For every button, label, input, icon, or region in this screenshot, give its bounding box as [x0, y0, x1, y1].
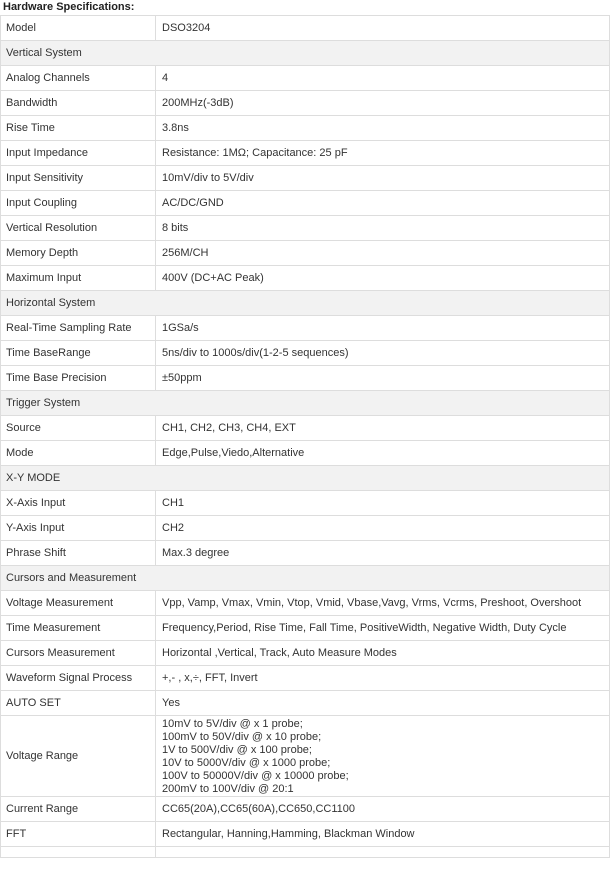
spec-value: Horizontal ,Vertical, Track, Auto Measure Modes	[156, 641, 610, 666]
spec-value: Rectangular, Hanning,Hamming, Blackman Window	[156, 822, 610, 847]
spec-value: CH2	[156, 516, 610, 541]
section-row	[1, 466, 610, 491]
voltage-range-line: 100mV to 50V/div @ x 10 probe;	[162, 731, 322, 743]
table-row	[1, 366, 610, 391]
table-row	[1, 797, 610, 822]
spec-value: 10mV/div to 5V/div	[156, 166, 610, 191]
voltage-range-line: 10mV to 5V/div @ x 1 probe;	[162, 718, 303, 730]
spec-table-body	[1, 16, 610, 858]
spec-label: Model	[1, 16, 156, 41]
table-row	[1, 516, 610, 541]
table-row	[1, 641, 610, 666]
spec-value: 5ns/div to 1000s/div(1-2-5 sequences)	[156, 341, 610, 366]
page-heading: Hardware Specifications:	[3, 1, 135, 13]
spec-value: 400V (DC+AC Peak)	[156, 266, 610, 291]
table-row	[1, 316, 610, 341]
spec-value: ±50ppm	[156, 366, 610, 391]
table-row	[1, 16, 610, 41]
spec-label: Input Coupling	[1, 191, 156, 216]
spec-value: 8 bits	[156, 216, 610, 241]
spec-label: X-Axis Input	[1, 491, 156, 516]
spec-label: Voltage Range	[1, 716, 156, 797]
spec-value: 4	[156, 66, 610, 91]
table-row	[1, 241, 610, 266]
spec-label: Phrase Shift	[1, 541, 156, 566]
table-row	[1, 116, 610, 141]
spec-value: 200MHz(-3dB)	[156, 91, 610, 116]
spec-value: AC/DC/GND	[156, 191, 610, 216]
spec-value: Yes	[156, 691, 610, 716]
table-row	[1, 441, 610, 466]
section-row	[1, 566, 610, 591]
table-row	[1, 666, 610, 691]
spec-label: Cursors Measurement	[1, 641, 156, 666]
table-row	[1, 91, 610, 116]
spec-value	[156, 847, 610, 858]
spec-value: CH1	[156, 491, 610, 516]
section-row	[1, 41, 610, 66]
spec-value: CC65(20A),CC65(60A),CC650,CC1100	[156, 797, 610, 822]
table-row-partial	[1, 847, 610, 858]
spec-label: Vertical Resolution	[1, 216, 156, 241]
table-row	[1, 191, 610, 216]
spec-value: 1GSa/s	[156, 316, 610, 341]
spec-label: Time Base Precision	[1, 366, 156, 391]
spec-label: Time Measurement	[1, 616, 156, 641]
spec-label: Rise Time	[1, 116, 156, 141]
spec-label: Maximum Input	[1, 266, 156, 291]
spec-label: Waveform Signal Process	[1, 666, 156, 691]
spec-table	[0, 15, 610, 858]
table-row	[1, 216, 610, 241]
spec-value: Resistance: 1MΩ; Capacitance: 25 pF	[156, 141, 610, 166]
spec-label: AUTO SET	[1, 691, 156, 716]
spec-label: Analog Channels	[1, 66, 156, 91]
table-row	[1, 416, 610, 441]
section-row	[1, 291, 610, 316]
spec-label	[1, 847, 156, 858]
spec-value: 256M/CH	[156, 241, 610, 266]
table-row	[1, 341, 610, 366]
table-row	[1, 266, 610, 291]
table-row	[1, 691, 610, 716]
spec-label: Input Impedance	[1, 141, 156, 166]
spec-label: Bandwidth	[1, 91, 156, 116]
spec-label: Source	[1, 416, 156, 441]
spec-label: Y-Axis Input	[1, 516, 156, 541]
voltage-range-line: 200mV to 100V/div @ 20:1	[162, 783, 294, 795]
spec-label: Current Range	[1, 797, 156, 822]
section-title: Trigger System	[1, 391, 610, 416]
spec-label: Mode	[1, 441, 156, 466]
section-row	[1, 391, 610, 416]
spec-label: Memory Depth	[1, 241, 156, 266]
section-title: Vertical System	[1, 41, 610, 66]
spec-value: Edge,Pulse,Viedo,Alternative	[156, 441, 610, 466]
spec-value: CH1, CH2, CH3, CH4, EXT	[156, 416, 610, 441]
table-row	[1, 66, 610, 91]
spec-label: FFT	[1, 822, 156, 847]
table-row	[1, 716, 610, 797]
table-row	[1, 141, 610, 166]
spec-value	[156, 716, 610, 797]
table-row	[1, 616, 610, 641]
spec-value: 3.8ns	[156, 116, 610, 141]
spec-label: Input Sensitivity	[1, 166, 156, 191]
spec-value: Vpp, Vamp, Vmax, Vmin, Vtop, Vmid, Vbase,Vavg, Vrms, Vcrms, Preshoot, Overshoot	[156, 591, 610, 616]
section-title: Cursors and Measurement	[1, 566, 610, 591]
spec-value: DSO3204	[156, 16, 610, 41]
spec-value: Frequency,Period, Rise Time, Fall Time, PositiveWidth, Negative Width, Duty Cycle	[156, 616, 610, 641]
table-row	[1, 166, 610, 191]
table-row	[1, 491, 610, 516]
voltage-range-line: 100V to 50000V/div @ x 10000 probe;	[162, 770, 349, 782]
spec-label: Voltage Measurement	[1, 591, 156, 616]
table-row	[1, 591, 610, 616]
section-title: Horizontal System	[1, 291, 610, 316]
spec-label: Time BaseRange	[1, 341, 156, 366]
spec-value: +,- , x,÷, FFT, Invert	[156, 666, 610, 691]
spec-value: Max.3 degree	[156, 541, 610, 566]
table-row	[1, 822, 610, 847]
spec-label: Real-Time Sampling Rate	[1, 316, 156, 341]
table-row	[1, 541, 610, 566]
section-title: X-Y MODE	[1, 466, 610, 491]
voltage-range-line: 10V to 5000V/div @ x 1000 probe;	[162, 757, 331, 769]
voltage-range-line: 1V to 500V/div @ x 100 probe;	[162, 744, 312, 756]
